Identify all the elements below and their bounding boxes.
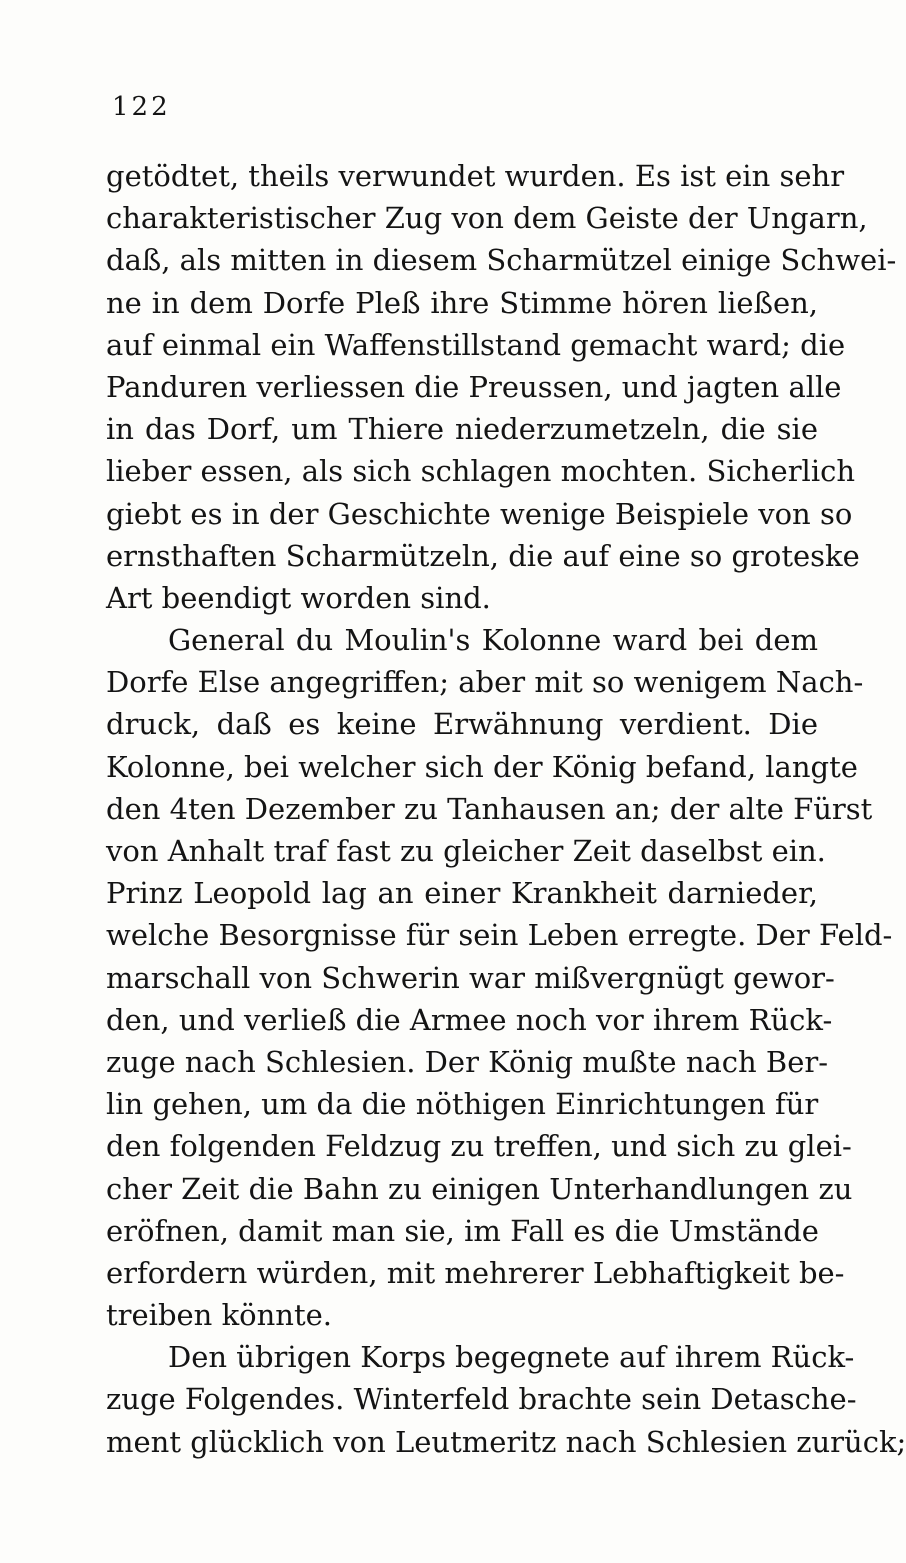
text-line: giebt es in der Geschichte wenige Beispiele von so	[106, 496, 853, 531]
text-line: lin gehen, um da die nöthigen Einrichtungen für	[106, 1087, 819, 1122]
text-line: in das Dorf, um Thiere niederzumetzeln, die sie	[106, 412, 818, 447]
text-line: Den übrigen Korps begegnete auf ihrem Rück-	[168, 1340, 855, 1375]
text-line: Kolonne, bei welcher sich der König befand, langte	[106, 749, 858, 784]
text-line: erfordern würden, mit mehrerer Lebhaftigkeit be-	[106, 1255, 845, 1290]
text-line: von Anhalt traf fast zu gleicher Zeit daselbst ein.	[106, 834, 826, 868]
text-line: daß, als mitten in diesem Scharmützel einige Schwei-	[106, 243, 897, 278]
text-line: cher Zeit die Bahn zu einigen Unterhandlungen zu	[106, 1171, 853, 1206]
text-line: treiben könnte.	[106, 1298, 332, 1333]
text-line: zuge nach Schlesien. Der König mußte nach Ber-	[106, 1044, 829, 1079]
text-line: den, und verließ die Armee noch vor ihrem Rück-	[106, 1002, 833, 1037]
paragraph	[106, 155, 897, 619]
text-line: marschall von Schwerin war mißvergnügt gewor-	[106, 960, 835, 995]
text-line: den 4ten Dezember zu Tanhausen an; der alte Fürst	[106, 791, 873, 826]
text-line: zuge Folgendes. Winterfeld brachte sein Detasche-	[106, 1382, 857, 1417]
text-line: den folgenden Feldzug zu treffen, und sich zu glei-	[106, 1129, 852, 1164]
text-line: Art beendigt worden sind.	[106, 580, 491, 615]
paragraph	[106, 1336, 906, 1463]
body-text	[106, 155, 906, 1463]
text-line: ne in dem Dorfe Pleß ihre Stimme hören ließen,	[106, 285, 818, 320]
text-line: getödtet, theils verwundet wurden. Es ist ein sehr	[106, 159, 845, 193]
text-line: welche Besorgnisse für sein Leben erregte. Der Feld-	[106, 918, 893, 953]
text-line: General du Moulin's Kolonne ward bei dem	[168, 623, 818, 658]
text-line: auf einmal ein Waffenstillstand gemacht ward; die	[106, 327, 846, 362]
text-line: Dorfe Else angegriffen; aber mit so wenigem Nach-	[106, 665, 864, 700]
text-line: Panduren verliessen die Preussen, und jagten alle	[106, 369, 842, 404]
paragraph	[106, 619, 893, 1336]
text-line: charakteristischer Zug von dem Geiste der Ungarn,	[106, 201, 868, 236]
text-line: ment glücklich von Leutmeritz nach Schlesien zurück;	[106, 1424, 906, 1459]
text-line: ernsthaften Scharmützeln, die auf eine so groteske	[106, 538, 860, 573]
text-line: lieber essen, als sich schlagen mochten. Sicherlich	[106, 454, 856, 489]
text-line: Prinz Leopold lag an einer Krankheit darnieder,	[106, 876, 818, 911]
text-line: druck, daß es keine Erwähnung verdient. Die	[106, 707, 818, 742]
text-line: eröfnen, damit man sie, im Fall es die Umstände	[106, 1213, 819, 1248]
page-number: 122	[112, 92, 171, 122]
